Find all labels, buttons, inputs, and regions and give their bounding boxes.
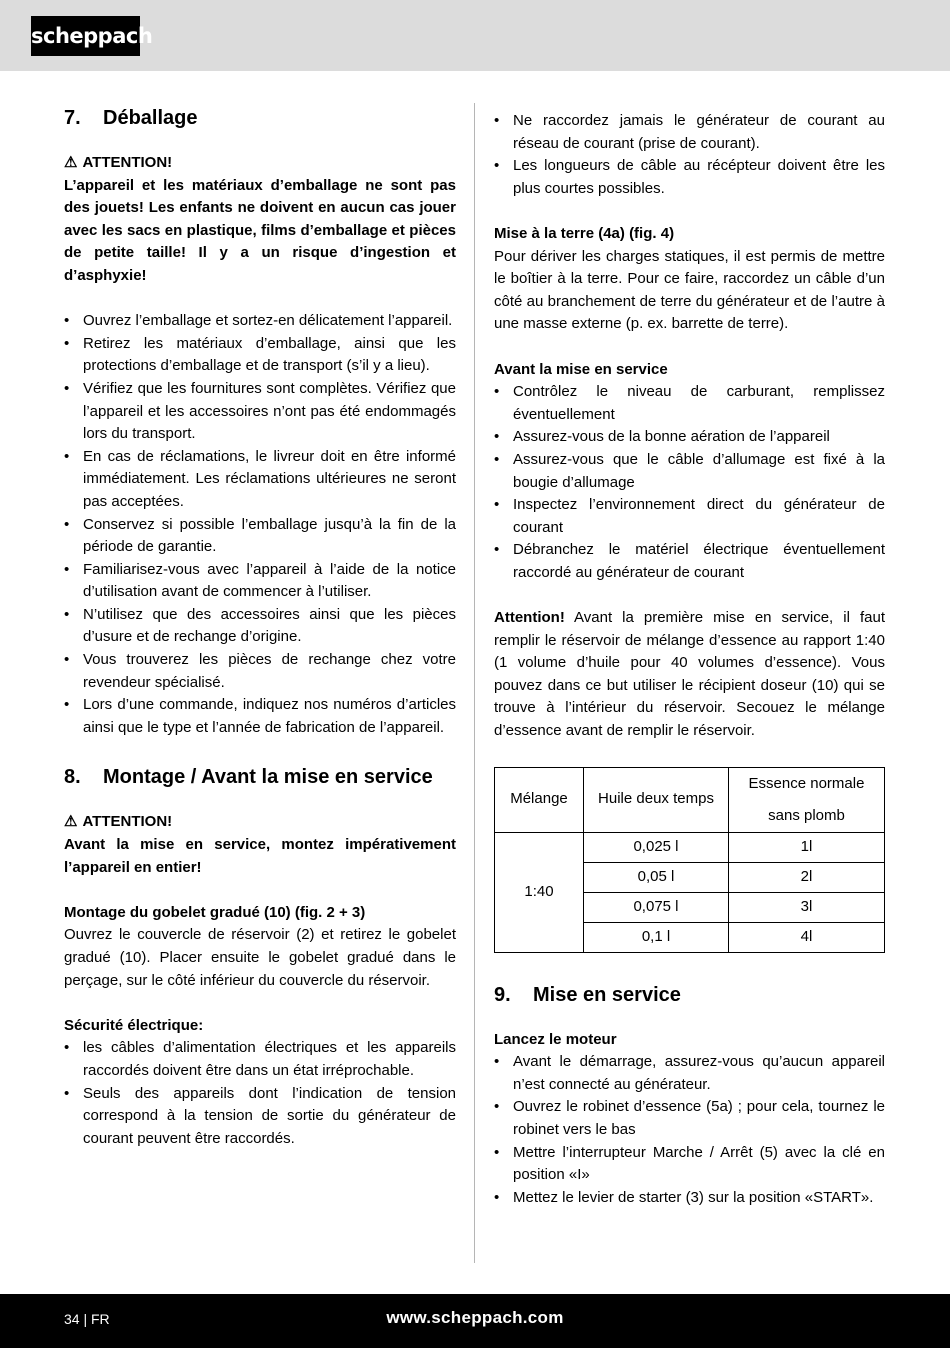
list-item: • Vous trouverez les pièces de rechange chez votre revendeur spécialisé. [64,649,456,694]
list-item: • Familiarisez-vous avec l’appareil à l’aide de la notice d’utilisation avant de commencer à l’utiliser. [64,559,456,604]
before-start-list [494,381,885,584]
list-item: • Ne raccordez jamais le générateur de courant au réseau de courant (prise de courant). [494,110,885,155]
list-item: • Vérifiez que les fournitures sont complètes. Vérifiez que l’appareil et les accessoires n’ont pas été endommagés lors du transport. [64,378,456,446]
attention-label: ⚠ ATTENTION! [64,811,456,834]
attention-paragraph: Attention! Avant la première mise en service, il faut remplir le réservoir de mélange d’essence au rapport 1:40 (1 volume d’huile pour 40 volumes d’essence). Vous pouvez dans ce but utiliser le récipient doseur (10) qui se trouve à l’intérieur du réservoir. Secouez le mélange d’essence avant de remplir le réservoir. [494,609,885,740]
warning-text: Avant la mise en service, montez impérativement l’appareil en entier! [64,836,456,876]
paragraph: Ouvrez le couvercle de réservoir (2) et retirez le gobelet gradué (10). Placer ensuite le gobelet gradué dans le perçage, sur le côté inférieur du couvercle du réservoir. [64,926,456,989]
start-engine-list [494,1051,885,1209]
subsection-title: Mise à la terre (4a) (fig. 4) [494,224,675,242]
list-item: • Seuls des appareils dont l’indication de tension correspond à la tension de sortie du générateur de courant peuvent être raccordés. [64,1083,456,1151]
table-cell: 2l [729,862,885,892]
table-cell: 0,05 l [584,862,729,892]
table-header: Mélange [495,767,584,832]
list-item: • En cas de réclamations, le livreur doit en être informé immédiatement. Les réclamations ultérieures ne seront pas acceptées. [64,446,456,514]
website-link[interactable]: www.scheppach.com [386,1308,564,1327]
connection-list [494,110,885,200]
table-cell: 3l [729,892,885,922]
page-number: 34 | FR [64,1311,110,1327]
list-item: • Mettre l’interrupteur Marche / Arrêt (5) avec la clé en position «I» [494,1142,885,1187]
list-item: • Débranchez le matériel électrique éventuellement raccordé au générateur de courant [494,539,885,584]
footer-bar [0,1294,950,1348]
left-column [64,100,456,1150]
paragraph: Pour dériver les charges statiques, il est permis de mettre le boîtier à la terre. Pour ce faire, raccordez un câble d’un côté au branchement de terre du générateur et de l’autre à une masse externe (p. ex. barrette de terre). [494,247,885,333]
table-header: Huile deux temps [584,767,729,832]
section-9-heading: 9. Mise en service [494,983,681,1006]
list-item: • N’utilisez que des accessoires ainsi que les pièces d’usure et de rechange d’origine. [64,604,456,649]
subsection-title: Lancez le moteur [494,1030,617,1048]
right-column [494,110,885,1209]
list-item: • Lors d’une commande, indiquez nos numéros d’articles ainsi que le type et l’année de fabrication de l’appareil. [64,694,456,739]
table-cell: 4l [729,922,885,952]
warning-triangle-icon: ⚠ [64,813,78,831]
list-item: • Retirez les matériaux d’emballage, ainsi que les protections d’emballage et de transport (s’il y a lieu). [64,333,456,378]
list-item: • les câbles d’alimentation électriques et les appareils raccordés doivent être dans un état irréprochable. [64,1037,456,1082]
list-item: • Avant le démarrage, assurez-vous qu’aucun appareil n’est connecté au générateur. [494,1051,885,1096]
table-cell: 0,025 l [584,832,729,862]
list-item: • Assurez-vous que le câble d’allumage est fixé à la bougie d’allumage [494,449,885,494]
warning-text: L’appareil et les matériaux d’emballage ne sont pas des jouets! Les enfants ne doivent en aucun cas jouer avec les sacs en plastique, films d’emballage et pièces de petite taille! Il y a un risque d’ingestion et d’asphyxie! [64,176,456,284]
scheppach-logo: scheppach [31,16,140,56]
list-item: • Ouvrez le robinet d’essence (5a) ; pour cela, tournez le robinet vers le bas [494,1096,885,1141]
fuel-mix-table [494,767,885,953]
list-item: • Assurez-vous de la bonne aération de l’appareil [494,426,885,449]
table-cell: 1l [729,832,885,862]
subsection-title: Sécurité électrique: [64,1016,204,1034]
warning-triangle-icon: ⚠ [64,154,78,171]
list-item: • Mettez le levier de starter (3) sur la position «START». [494,1187,885,1210]
table-cell: 0,1 l [584,922,729,952]
safety-list [64,1037,456,1150]
subsection-title: Avant la mise en service [494,360,668,378]
list-item: • Ouvrez l’emballage et sortez-en délicatement l’appareil. [64,310,456,333]
list-item: • Inspectez l’environnement direct du générateur de courant [494,494,885,539]
list-item: • Contrôlez le niveau de carburant, remplissez éventuellement [494,381,885,426]
subsection-title: Montage du gobelet gradué (10) (fig. 2 + 3) [64,903,366,921]
attention-label: ⚠ ATTENTION! [64,152,456,175]
unpacking-list [64,310,456,739]
list-item: • Les longueurs de câble au récépteur doivent être les plus courtes possibles. [494,155,885,200]
column-divider [474,103,475,1263]
table-cell: 1:40 [495,832,584,952]
table-cell: 0,075 l [584,892,729,922]
section-8-heading: 8. Montage / Avant la mise en service [64,766,433,789]
header-bar [0,0,950,71]
list-item: • Conservez si possible l’emballage jusqu’à la fin de la période de garantie. [64,514,456,559]
table-header: Essence normale sans plomb [729,767,885,832]
section-7-heading: 7. Déballage [64,107,198,129]
